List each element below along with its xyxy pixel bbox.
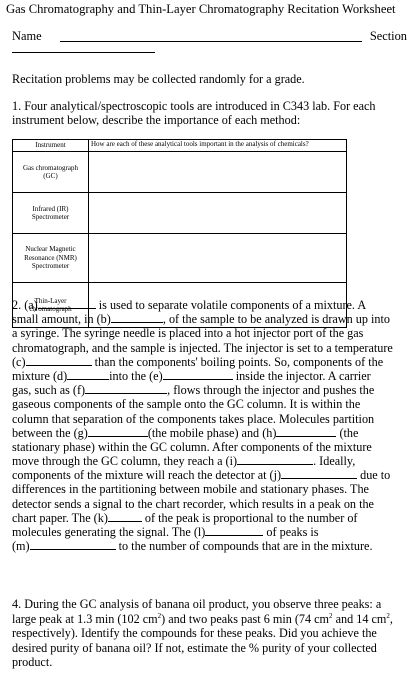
q4-line [12, 612, 408, 627]
q2-text: move through the GC column, they reach a (i) [12, 454, 238, 469]
q2-line: differences in the partitioning between mobile and stationary phases. The [12, 482, 369, 497]
blank-f[interactable] [85, 383, 167, 394]
q2-line: gaseous components of the sample onto the GC column. It is within the [12, 397, 361, 412]
q2-line [12, 383, 408, 397]
table-header-importance: How are each of these analytical tools important in the analysis of chemicals? [91, 140, 309, 148]
q2-line: column that separation of the components takes place. Molecules partition [12, 411, 375, 426]
table-row [13, 192, 346, 233]
instrument-cell [13, 234, 89, 282]
q2-line [12, 369, 408, 383]
q2-line [12, 468, 408, 482]
blank-j[interactable] [281, 468, 357, 479]
name-label: Name [12, 29, 42, 43]
intro-text: Recitation problems may be collected randomly for a grade. [12, 72, 305, 86]
q1-line: 1. Four analytical/spectroscopic tools are introduced in C343 lab. For each [12, 99, 376, 113]
blank-i[interactable] [237, 454, 313, 465]
q2-text: than the components' boiling points. So, components of the [94, 354, 384, 369]
q2-line [12, 511, 408, 525]
q2-text: molecules generating the signal. The (l) [12, 525, 206, 539]
blank-g[interactable] [88, 426, 148, 437]
table-row [13, 151, 346, 192]
table-header-instrument: Instrument [13, 140, 89, 151]
answer-cell[interactable] [89, 152, 346, 192]
q2-text: small amount, in (b) [12, 312, 111, 327]
instrument-name: chromatograph [29, 305, 72, 313]
q2-text: components of the mixture will reach the detector at (j) [12, 468, 282, 483]
q2-line [12, 298, 408, 312]
q2-text: . Ideally, [313, 454, 356, 469]
q4-line: respectively). Identify the compounds for these peaks. Did you achieve the [12, 626, 377, 641]
q4-line: desired purity of banana oil? If not, estimate the % purity of your collected [12, 640, 377, 655]
instrument-name: (GC) [43, 172, 58, 180]
instrument-name: Resonance (NMR) [24, 253, 77, 262]
q4-line: 4. During the GC analysis of banana oil product, you observe three peaks: a [12, 597, 382, 611]
blank-m[interactable] [30, 539, 116, 550]
section-label: Section [369, 29, 407, 43]
instrument-cell [13, 152, 89, 192]
question-2 [12, 298, 408, 553]
q2-text: , of the sample to be analyzed is drawn up into [162, 312, 390, 327]
q4-text: , [389, 611, 393, 626]
q2-text: 2. (a) [12, 298, 38, 312]
q2-text: between the (g) [12, 425, 88, 440]
blank-e[interactable] [163, 369, 233, 380]
blank-d[interactable] [67, 369, 109, 380]
superscript: 2 [386, 611, 390, 620]
table-header-row [13, 140, 346, 151]
answer-cell[interactable] [89, 193, 346, 233]
q2-line: detector sends a signal to the chart recorder, which results in a peak on the [12, 496, 374, 511]
q4-text: large peak at 1.3 min (102 cm [12, 611, 158, 626]
q2-text: , flows through the injector and pushes the [167, 383, 375, 398]
instrument-name: Spectrometer [31, 213, 70, 221]
q2-text: is used to separate volatile components of a mixture. A [98, 298, 367, 312]
instrument-name: Gas chromatograph [22, 163, 78, 172]
blank-a[interactable] [38, 298, 96, 309]
q2-text: due to [360, 468, 391, 483]
q2-line: a syringe. The syringe needle is placed into a hot injector port of the gas [12, 326, 364, 341]
blank-h[interactable] [276, 426, 336, 437]
question-1 [12, 99, 408, 127]
q2-text: to the number of compounds that are in the mixture. [118, 539, 373, 554]
q4-line: product. [12, 655, 53, 670]
superscript: 2 [157, 611, 162, 620]
worksheet-title: Gas Chromatography and Thin-Layer Chromatography Recitation Worksheet [6, 2, 396, 16]
q2-text: (the [339, 425, 359, 440]
name-field-line[interactable] [60, 41, 362, 42]
q2-text: (c) [12, 354, 26, 369]
q2-line [12, 312, 408, 326]
blank-l[interactable] [205, 525, 263, 536]
q4-text: ) and two peaks past 6 min (74 cm [161, 611, 330, 626]
q2-line [12, 539, 408, 553]
instrument-name: Nuclear Magnetic [25, 245, 76, 254]
q2-line [12, 355, 408, 369]
blank-b[interactable] [111, 312, 163, 323]
instrument-cell [13, 193, 89, 233]
q2-line [12, 426, 408, 440]
q1-line: instrument below, describe the importance of each method: [12, 113, 301, 128]
q2-line: chromatograph, and the sample is injected. The injector is set to a temperature [12, 340, 393, 355]
instrument-name: Thin-Layer [34, 296, 67, 305]
blank-c[interactable] [26, 355, 92, 366]
q2-text: of peaks is [266, 525, 319, 539]
q4-text: and 14 cm [332, 611, 387, 626]
q2-line: stationary phase) within the GC column. After components of the mixture [12, 439, 372, 454]
q2-line [12, 525, 408, 539]
instrument-name: Infrared (IR) [32, 204, 69, 213]
section-field-line[interactable] [12, 52, 155, 53]
q2-text: into the (e) [109, 368, 163, 383]
blank-k[interactable] [108, 511, 142, 522]
answer-cell[interactable] [89, 234, 346, 282]
q2-text: of the peak is proportional to the number of [144, 510, 358, 525]
q2-text: (the mobile phase) and (h) [147, 425, 277, 440]
question-4 [12, 597, 408, 670]
superscript: 2 [329, 611, 333, 620]
q2-text: mixture (d) [12, 368, 68, 383]
q2-text: inside the injector. A carrier [235, 368, 371, 383]
table-row [13, 233, 346, 282]
q2-line [12, 454, 408, 468]
q2-text: chart paper. The (k) [12, 510, 108, 525]
q2-text: (m) [12, 539, 30, 554]
q2-text: gas, such as (f) [12, 383, 86, 398]
instrument-name: Spectrometer [31, 262, 70, 271]
